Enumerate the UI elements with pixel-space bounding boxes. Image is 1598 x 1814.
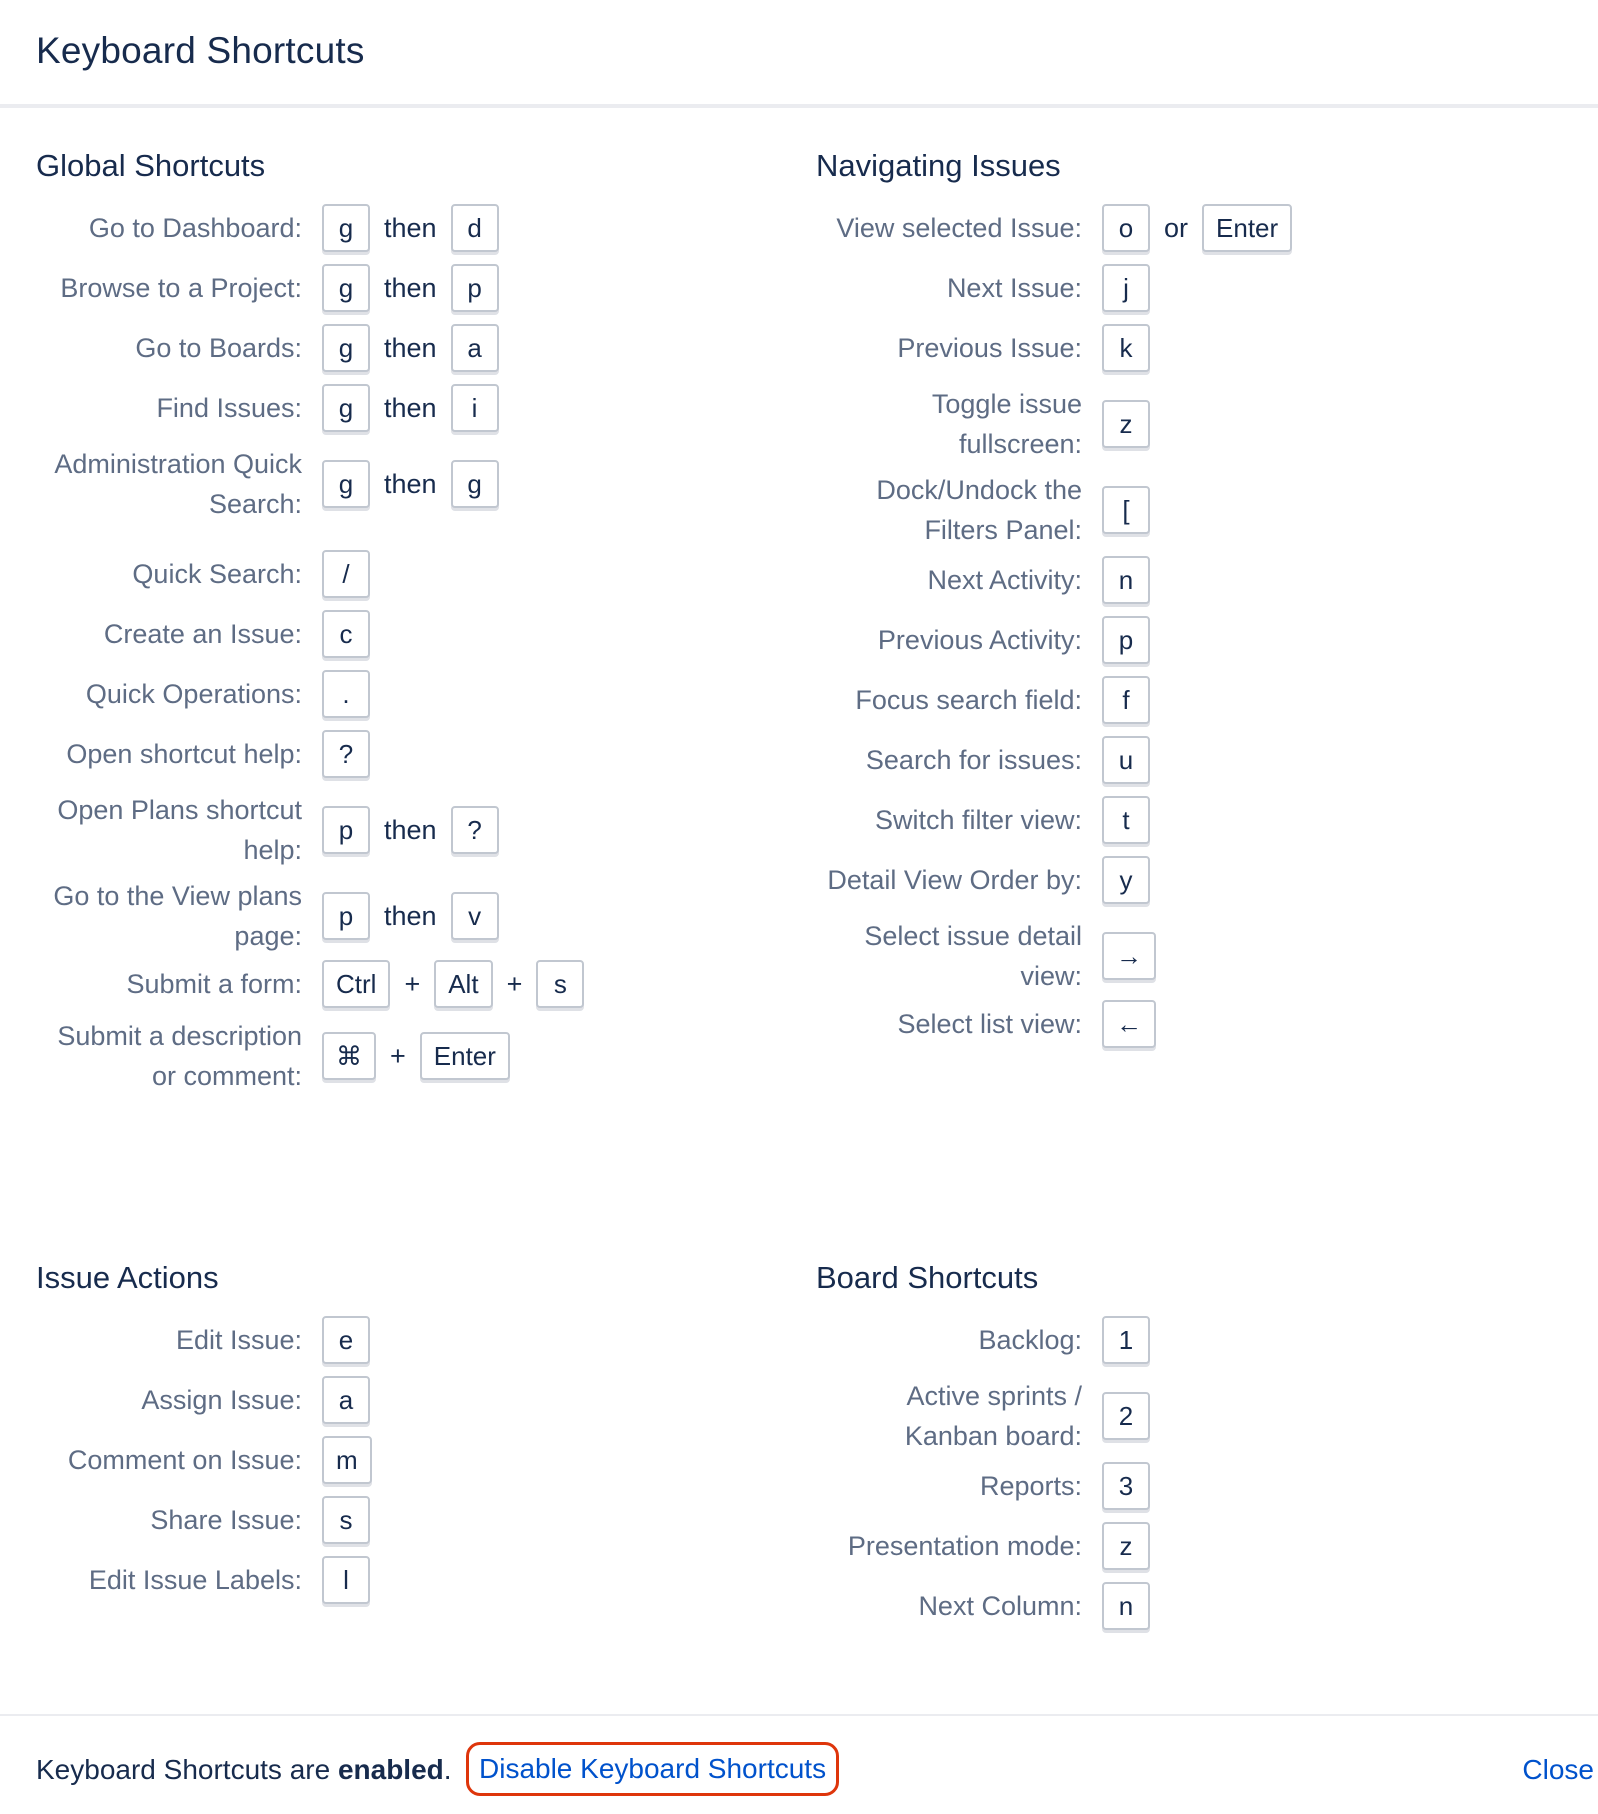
key-cap: l: [322, 1556, 370, 1604]
shortcut-row-toggle-issue-fullscreen: [816, 384, 1556, 464]
shortcut-keys: [322, 670, 370, 718]
disable-shortcuts-link[interactable]: Disable Keyboard Shortcuts: [466, 1742, 839, 1796]
key-cap: y: [1102, 856, 1150, 904]
shortcut-label: Next Activity:: [927, 565, 1082, 595]
key-cap: g: [322, 204, 370, 252]
key-separator: then: [384, 392, 437, 423]
key-cap: t: [1102, 796, 1150, 844]
shortcut-row-view-selected-issue: [816, 204, 1556, 252]
dialog-title: Keyboard Shortcuts: [36, 30, 365, 71]
shortcut-label: Find Issues:: [156, 393, 302, 423]
shortcut-label: Next Issue:: [946, 273, 1082, 303]
shortcut-keys: [1102, 204, 1292, 252]
shortcut-row-comment-on-issue: [36, 1436, 776, 1484]
dialog-header: [0, 0, 1598, 108]
shortcut-keys: [1102, 676, 1150, 724]
shortcut-row-assign-issue: [36, 1376, 776, 1424]
shortcut-label: View selected Issue:: [836, 213, 1082, 243]
key-cap: Ctrl: [322, 960, 390, 1008]
shortcut-label: Quick Operations:: [85, 679, 302, 709]
key-cap: g: [322, 460, 370, 508]
shortcut-row-next-column: [816, 1582, 1556, 1630]
shortcut-keys: [1102, 736, 1150, 784]
shortcut-row-search-for-issues: [816, 736, 1556, 784]
shortcut-keys: [322, 1316, 370, 1364]
shortcut-label: Detail View Order by:: [827, 865, 1082, 895]
shortcut-label: Search for issues:: [865, 745, 1082, 775]
shortcut-row-open-shortcut-help: [36, 730, 776, 778]
key-cap: d: [451, 204, 499, 252]
shortcut-keys: [322, 1032, 510, 1080]
shortcut-row-switch-filter-view: [816, 796, 1556, 844]
key-cap: e: [322, 1316, 370, 1364]
shortcut-keys: [1102, 324, 1150, 372]
shortcut-label: Go to Dashboard:: [88, 213, 302, 243]
key-cap: n: [1102, 1582, 1150, 1630]
key-separator: then: [384, 900, 437, 931]
shortcut-label: Focus search field:: [855, 685, 1082, 715]
key-separator: or: [1164, 212, 1189, 243]
key-cap: s: [322, 1496, 370, 1544]
key-cap: p: [322, 806, 370, 854]
shortcut-label: Quick Search:: [132, 559, 302, 589]
shortcut-label: Assign Issue:: [141, 1385, 302, 1415]
section-title: Navigating Issues: [816, 148, 1061, 183]
shortcut-label: Share Issue:: [150, 1505, 302, 1535]
shortcut-keys: [1102, 1462, 1150, 1510]
key-separator: then: [384, 814, 437, 845]
key-cap: a: [451, 324, 499, 372]
shortcut-label: Dock/Undock the Filters Panel:: [876, 475, 1082, 545]
shortcut-row-edit-issue-labels: [36, 1556, 776, 1604]
shortcut-row-active-sprints-kanban-board: [816, 1376, 1556, 1456]
shortcut-keys: [1102, 1316, 1150, 1364]
shortcut-row-focus-search-field: [816, 676, 1556, 724]
shortcut-row-create-an-issue: [36, 610, 776, 658]
shortcut-label: Active sprints / Kanban board:: [904, 1381, 1082, 1451]
shortcut-keys: [322, 610, 370, 658]
shortcut-keys: [1102, 856, 1150, 904]
shortcut-row-previous-issue: [816, 324, 1556, 372]
shortcut-row-submit-a-description-or-comment: [36, 1016, 776, 1096]
shortcut-label: Open Plans shortcut help:: [57, 795, 302, 865]
shortcut-label: Switch filter view:: [874, 805, 1082, 835]
shortcut-label: Edit Issue Labels:: [88, 1565, 302, 1595]
key-separator: then: [384, 332, 437, 363]
shortcut-row-submit-a-form: [36, 960, 776, 1008]
key-cap: o: [1102, 204, 1150, 252]
shortcut-row-find-issues: [36, 384, 776, 432]
shortcuts-content[interactable]: [0, 108, 1598, 1714]
key-separator: then: [384, 468, 437, 499]
shortcut-keys: [322, 550, 370, 598]
key-cap: p: [1102, 616, 1150, 664]
shortcut-row-dock-undock-the-filters-panel: [816, 470, 1556, 550]
shortcut-keys: [1102, 796, 1150, 844]
key-cap: u: [1102, 736, 1150, 784]
key-cap: j: [1102, 264, 1150, 312]
shortcut-keys: [1102, 1522, 1150, 1570]
shortcut-row-previous-activity: [816, 616, 1556, 664]
shortcut-row-go-to-dashboard: [36, 204, 776, 252]
shortcut-label: Go to Boards:: [135, 333, 302, 363]
shortcut-keys: [1102, 486, 1150, 534]
shortcut-label: Submit a description or comment:: [57, 1021, 302, 1091]
key-cap: p: [451, 264, 499, 312]
close-button[interactable]: Close: [1522, 1754, 1594, 1785]
shortcut-keys: [1102, 932, 1156, 980]
shortcut-row-edit-issue: [36, 1316, 776, 1364]
key-cap: a: [322, 1376, 370, 1424]
key-separator: +: [404, 968, 421, 999]
shortcut-label: Backlog:: [978, 1325, 1082, 1355]
shortcut-row-select-issue-detail-view: [816, 916, 1556, 996]
key-cap: s: [536, 960, 584, 1008]
key-separator: then: [384, 272, 437, 303]
key-cap: Enter: [420, 1032, 510, 1080]
shortcut-keys: [1102, 1000, 1156, 1048]
key-cap: ←: [1102, 1000, 1156, 1048]
key-cap: 1: [1102, 1316, 1150, 1364]
key-cap: 2: [1102, 1392, 1150, 1440]
key-cap: v: [451, 892, 499, 940]
shortcut-keys: [322, 1376, 370, 1424]
shortcut-label: Submit a form:: [126, 969, 302, 999]
dialog-footer: [0, 1714, 1598, 1814]
shortcut-keys: [322, 892, 499, 940]
shortcut-row-quick-search: [36, 550, 776, 598]
status-enabled: enabled: [337, 1754, 444, 1785]
shortcuts-status-text: Keyboard Shortcuts are enabled.: [36, 1754, 452, 1785]
shortcut-label: Previous Issue:: [897, 333, 1082, 363]
key-cap: g: [322, 324, 370, 372]
key-cap: k: [1102, 324, 1150, 372]
section-title: Global Shortcuts: [36, 148, 266, 183]
key-cap: z: [1102, 400, 1150, 448]
shortcut-label: Presentation mode:: [847, 1531, 1082, 1561]
key-separator: +: [390, 1040, 406, 1071]
shortcut-keys: [322, 960, 584, 1008]
shortcut-keys: [1102, 556, 1150, 604]
key-separator: then: [384, 212, 437, 243]
key-cap: n: [1102, 556, 1150, 604]
key-cap: g: [322, 264, 370, 312]
shortcut-row-go-to-boards: [36, 324, 776, 372]
shortcut-row-reports: [816, 1462, 1556, 1510]
shortcut-keys: [1102, 616, 1150, 664]
shortcut-keys: [322, 1496, 370, 1544]
key-cap: →: [1102, 932, 1156, 980]
shortcut-label: Select issue detail view:: [864, 921, 1082, 991]
key-cap: ⌘: [322, 1032, 376, 1080]
shortcut-keys: [322, 730, 370, 778]
key-cap: m: [322, 1436, 372, 1484]
shortcut-keys: [1102, 1392, 1150, 1440]
shortcut-row-next-issue: [816, 264, 1556, 312]
shortcut-row-open-plans-shortcut-help: [36, 790, 776, 870]
key-cap: p: [322, 892, 370, 940]
key-cap: g: [451, 460, 499, 508]
shortcut-label: Select list view:: [897, 1009, 1082, 1039]
key-cap: /: [322, 550, 370, 598]
shortcut-row-share-issue: [36, 1496, 776, 1544]
shortcut-label: Go to the View plans page:: [53, 881, 302, 951]
shortcut-label: Administration Quick Search:: [54, 449, 302, 519]
shortcut-label: Toggle issue fullscreen:: [931, 389, 1082, 459]
shortcut-row-quick-operations: [36, 670, 776, 718]
key-cap: g: [322, 384, 370, 432]
shortcut-keys: [1102, 400, 1150, 448]
shortcut-row-browse-to-a-project: [36, 264, 776, 312]
shortcut-keys: [322, 324, 499, 372]
shortcut-keys: [322, 384, 499, 432]
shortcut-label: Next Column:: [918, 1591, 1082, 1621]
shortcut-keys: [322, 264, 499, 312]
shortcut-keys: [322, 204, 499, 252]
shortcut-keys: [1102, 264, 1150, 312]
key-cap: ?: [451, 806, 499, 854]
shortcut-label: Previous Activity:: [877, 625, 1082, 655]
shortcut-keys: [322, 460, 499, 508]
key-cap: .: [322, 670, 370, 718]
shortcut-keys: [322, 1556, 370, 1604]
shortcut-row-next-activity: [816, 556, 1556, 604]
key-cap: ?: [322, 730, 370, 778]
shortcut-label: Create an Issue:: [103, 619, 302, 649]
shortcut-label: Edit Issue:: [175, 1325, 302, 1355]
key-cap: Alt: [434, 960, 492, 1008]
shortcut-row-select-list-view: [816, 1000, 1556, 1048]
shortcut-keys: [1102, 1582, 1150, 1630]
section-title: Issue Actions: [36, 1260, 219, 1295]
section-title: Board Shortcuts: [816, 1260, 1039, 1295]
key-cap: f: [1102, 676, 1150, 724]
key-cap: z: [1102, 1522, 1150, 1570]
shortcut-row-administration-quick-search: [36, 444, 776, 524]
key-separator: +: [506, 968, 523, 999]
key-cap: c: [322, 610, 370, 658]
key-cap: 3: [1102, 1462, 1150, 1510]
shortcut-label: Reports:: [979, 1471, 1082, 1501]
shortcut-keys: [322, 1436, 372, 1484]
shortcut-label: Browse to a Project:: [60, 273, 302, 303]
key-cap: [: [1102, 486, 1150, 534]
shortcut-row-detail-view-order-by: [816, 856, 1556, 904]
shortcut-label: Comment on Issue:: [67, 1445, 302, 1475]
shortcut-row-go-to-the-view-plans-page: [36, 876, 776, 956]
shortcut-row-backlog: [816, 1316, 1556, 1364]
key-cap: Enter: [1202, 204, 1292, 252]
shortcut-row-presentation-mode: [816, 1522, 1556, 1570]
shortcut-label: Open shortcut help:: [66, 739, 302, 769]
shortcut-keys: [322, 806, 499, 854]
key-cap: i: [451, 384, 499, 432]
